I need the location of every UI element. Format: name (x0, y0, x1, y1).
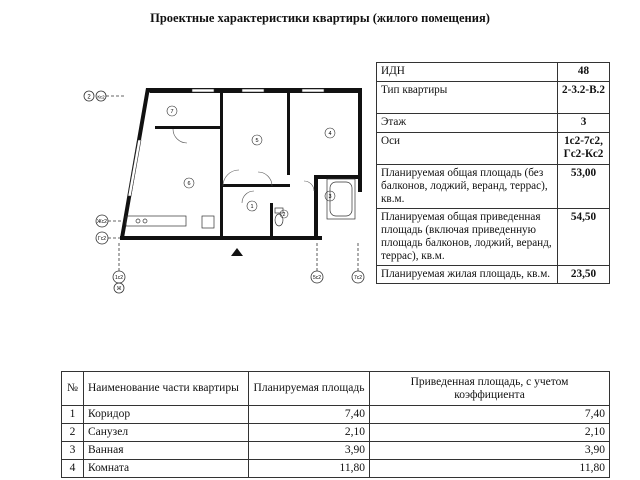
kitchen-counter (126, 216, 214, 228)
property-value: 53,00 (558, 165, 610, 209)
property-label: Планируемая общая приведенная площадь (включая приведенную площадь балконов, лоджий, веранд, террас), кв.м. (377, 209, 558, 266)
room-markers (167, 106, 335, 218)
row-number: 3 (62, 442, 84, 460)
row-number: 2 (62, 424, 84, 442)
property-value: 54,50 (558, 209, 610, 266)
row-number: 4 (62, 460, 84, 478)
property-row (377, 114, 610, 133)
table-row (62, 424, 610, 442)
axis-label-5c2: 5с2 (312, 275, 322, 281)
table-row (62, 460, 610, 478)
property-value: 48 (558, 63, 610, 82)
property-row (377, 133, 610, 165)
axis-label-gc2: Гс2 (98, 236, 106, 242)
header-number: № (62, 372, 84, 406)
page-title: Проектные характеристики квартиры (жилого помещения) (150, 11, 490, 25)
room-number-5: 5 (255, 138, 259, 144)
walls (120, 88, 362, 240)
axis-label-kc2: Кс2 (97, 94, 105, 100)
property-row (377, 63, 610, 82)
axis-label-zhc2: Жс2 (97, 219, 107, 225)
property-row (377, 209, 610, 266)
room-number-6: 6 (187, 181, 191, 187)
header-reduced-area: Приведенная площадь, с учетом коэффициента (370, 372, 610, 406)
row-reduced-area: 7,40 (370, 406, 610, 424)
room-number-7: 7 (170, 109, 174, 115)
floor-plan-drawing (82, 78, 374, 298)
windows (128, 89, 324, 196)
row-number: 1 (62, 406, 84, 424)
row-room-name: Ванная (84, 442, 249, 460)
row-area: 2,10 (249, 424, 370, 442)
room-number-4: 4 (328, 131, 332, 137)
row-room-name: Коридор (84, 406, 249, 424)
property-label: Тип квартиры (377, 82, 558, 114)
header-area: Планируемая площадь (249, 372, 370, 406)
apartment-properties-table (376, 62, 610, 284)
axis-label-1c2: 1с2 (114, 275, 124, 281)
row-area: 7,40 (249, 406, 370, 424)
property-label: ИДН (377, 63, 558, 82)
row-reduced-area: 3,90 (370, 442, 610, 460)
property-row (377, 82, 610, 114)
axis-label-7c2: 7с2 (353, 275, 363, 281)
room-number-2: 2 (282, 212, 286, 218)
floor-plan (82, 78, 374, 298)
row-area: 11,80 (249, 460, 370, 478)
property-label: Планируемая жилая площадь, кв.м. (377, 266, 558, 284)
row-room-name: Комната (84, 460, 249, 478)
row-reduced-area: 2,10 (370, 424, 610, 442)
property-label: Оси (377, 133, 558, 165)
rooms-table-header (62, 372, 610, 406)
entrance-arrow (231, 248, 243, 256)
axis-label-2: 2 (87, 94, 91, 101)
table-row (62, 442, 610, 460)
property-row (377, 165, 610, 209)
axis-label-zh: Ж (116, 286, 122, 292)
room-number-3: 3 (328, 194, 332, 200)
property-row (377, 266, 610, 284)
header-room-name: Наименование части квартиры (84, 372, 249, 406)
rooms-table (61, 371, 610, 478)
row-room-name: Санузел (84, 424, 249, 442)
property-value: 3 (558, 114, 610, 133)
row-area: 3,90 (249, 442, 370, 460)
property-label: Планируемая общая площадь (без балконов, лоджий, веранд, террас), кв.м. (377, 165, 558, 209)
row-reduced-area: 11,80 (370, 460, 610, 478)
property-value: 23,50 (558, 266, 610, 284)
property-value: 2-3.2-В.2 (558, 82, 610, 114)
property-value: 1с2-7с2, Гс2-Кс2 (558, 133, 610, 165)
doors (173, 129, 314, 203)
room-number-1: 1 (250, 204, 254, 210)
property-label: Этаж (377, 114, 558, 133)
table-row (62, 406, 610, 424)
